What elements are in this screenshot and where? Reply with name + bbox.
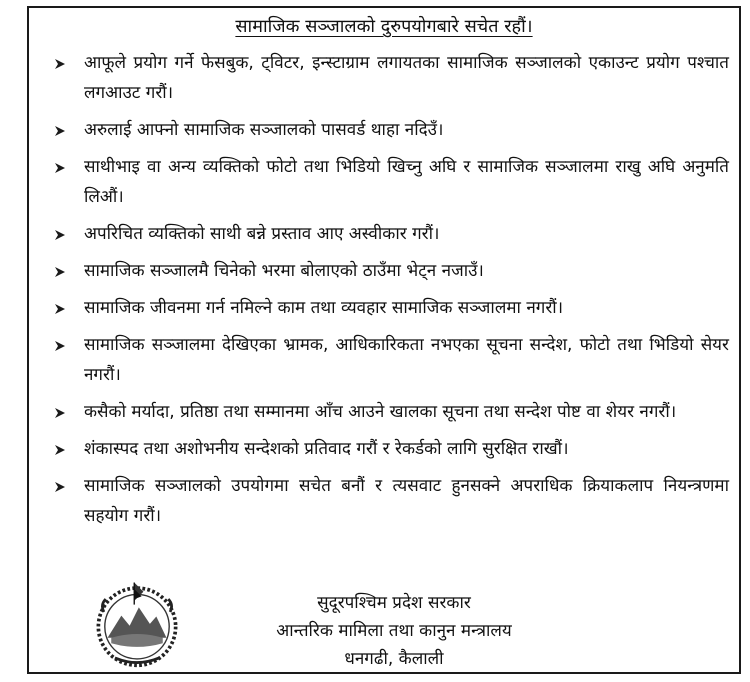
- list-item: अरुलाई आफ्नो सामाजिक सञ्जालको पासवर्ड थाहा नदिउँ।: [29, 115, 739, 145]
- arrow-bullet-icon: [54, 125, 66, 137]
- bullet-list: [29, 48, 739, 538]
- list-item: सामाजिक सञ्जालमै चिनेको भरमा बोलाएको ठाउँमा भेट्न नजाउँ।: [29, 256, 739, 286]
- issuer-location: धनगढी, कैलाली: [344, 649, 444, 669]
- issuer-government: सुदूरपश्चिम प्रदेश सरकार: [317, 593, 471, 613]
- list-item: सामाजिक सञ्जालमा देखिएका भ्रामक, आधिकारिकता नभएका सूचना सन्देश, फोटो तथा भिडियो सेयर नगरौं।: [29, 330, 739, 390]
- list-item: साथीभाइ वा अन्य व्यक्तिको फोटो तथा भिडियो खिच्नु अघि र सामाजिक सञ्जालमा राखु अघि अनुमति लिऔं।: [29, 152, 739, 212]
- arrow-bullet-icon: [54, 340, 66, 352]
- list-item: अपरिचित व्यक्तिको साथी बन्ने प्रस्ताव आए अस्वीकार गरौं।: [29, 219, 739, 249]
- arrow-bullet-icon: [54, 266, 66, 278]
- arrow-bullet-icon: [54, 444, 66, 456]
- issuer-text: [199, 589, 589, 673]
- list-item: सामाजिक जीवनमा गर्न नमिल्ने काम तथा व्यवहार सामाजिक सञ्जालमा नगरौं।: [29, 293, 739, 323]
- list-item: सामाजिक सञ्जालको उपयोगमा सचेत बनौं र त्यसवाट हुनसक्ने अपराधिक क्रियाकलाप नियन्त्रणमा सहयोग गरौं।: [29, 471, 739, 531]
- government-emblem-icon: [91, 577, 183, 669]
- arrow-bullet-icon: [54, 162, 66, 174]
- list-item: आफूले प्रयोग गर्ने फेसबुक, ट्विटर, इन्स्टाग्राम लगायतका सामाजिक सञ्जालको एकाउन्ट प्रयोग पश्चात लगआउट गरौं।: [29, 48, 739, 108]
- notice-title: सामाजिक सञ्जालको दुरुपयोगबारे सचेत रहौं।: [235, 16, 533, 37]
- arrow-bullet-icon: [54, 58, 66, 70]
- notice-frame: [27, 6, 741, 674]
- issuer-ministry: आन्तरिक मामिला तथा कानुन मन्त्रालय: [276, 621, 512, 641]
- issuer-block: [29, 573, 739, 673]
- arrow-bullet-icon: [54, 407, 66, 419]
- arrow-bullet-icon: [54, 303, 66, 315]
- list-item: कसैको मर्यादा, प्रतिष्ठा तथा सम्मानमा आँच आउने खालका सूचना तथा सन्देश पोष्ट वा शेयर नगरौं।: [29, 397, 739, 427]
- arrow-bullet-icon: [54, 229, 66, 241]
- list-item: शंकास्पद तथा अशोभनीय सन्देशको प्रतिवाद गरौं र रेकर्डको लागि सुरक्षित राखौं।: [29, 434, 739, 464]
- arrow-bullet-icon: [54, 481, 66, 493]
